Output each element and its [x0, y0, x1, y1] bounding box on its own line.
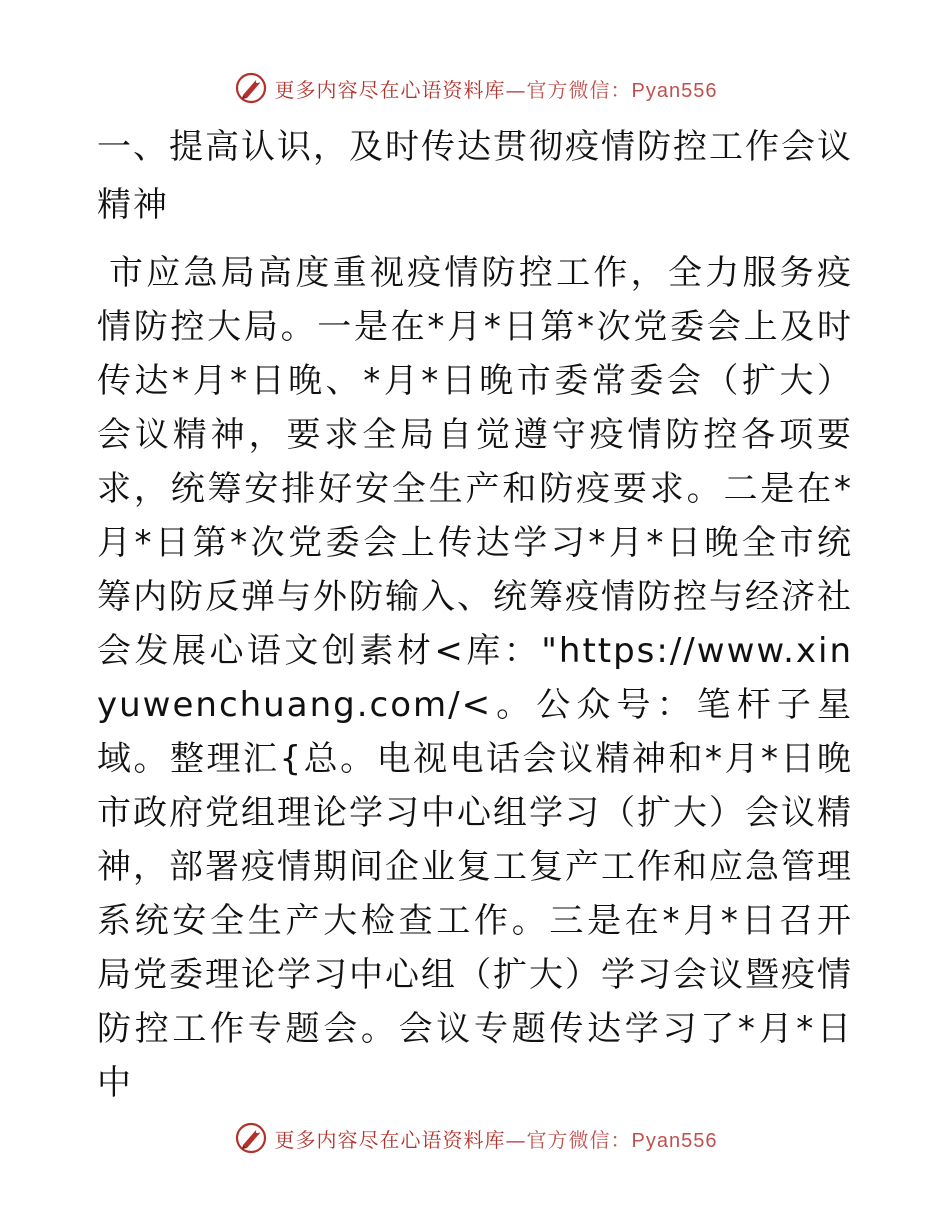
document-body [97, 118, 853, 1110]
body-paragraph: 市应急局高度重视疫情防控工作，全力服务疫情防控大局。一是在*月*日第*次党委会上及时传达*月*日晚、*月*日晚市委常委会（扩大）会议精神，要求全局自觉遵守疫情防控各项要求，统筹安排好安全生产和防疫要求。二是在*月*日第*次党委会上传达学习*月*日晚全市统筹内防反弹与外防输入、统筹疫情防控与经济社会发展心语文创素材<库："https://www.xinyuwenchuang.com/<。公众号：笔杆子星域。整理汇{总。电视电话会议精神和*月*日晚市政府党组理论学习中心组学习（扩大）会议精神，部署疫情期间企业复工复产工作和应急管理系统安全生产大检查工作。三是在*月*日召开局党委理论学习中心组（扩大）学习会议暨疫情防控工作专题会。会议专题传达学习了*月*日中 [97, 253, 853, 1103]
pen-logo-icon [233, 70, 269, 106]
banner-slogan: 更多内容尽在心语资料库 [274, 77, 506, 102]
banner-wechat-label: 官方微信： [526, 1127, 632, 1152]
banner-separator: — [505, 77, 527, 102]
section-heading: 一、提高认识，及时传达贯彻疫情防控工作会议精神 [97, 127, 853, 225]
banner-wechat-id: Pyan556 [631, 1129, 718, 1152]
header-banner [0, 70, 950, 106]
banner-text [275, 1124, 718, 1153]
pen-logo-icon [233, 1120, 269, 1156]
banner-wechat-id: Pyan556 [631, 79, 718, 102]
banner-wechat-label: 官方微信： [526, 77, 632, 102]
banner-separator: — [505, 1127, 527, 1152]
banner-text [275, 74, 718, 103]
banner-slogan: 更多内容尽在心语资料库 [274, 1127, 506, 1152]
footer-banner [0, 1120, 950, 1156]
